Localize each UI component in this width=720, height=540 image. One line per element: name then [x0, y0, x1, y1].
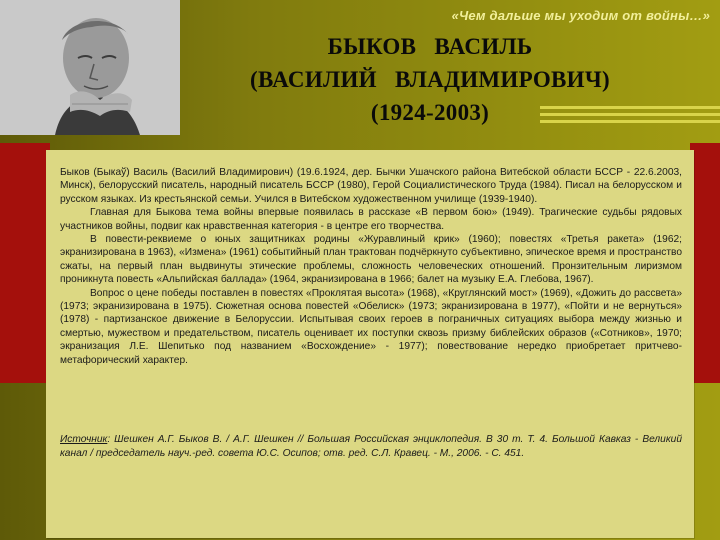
biography-paragraph: Быков (Быкаў) Василь (Василий Владимирович) (19.6.1924, дер. Бычки Ушачского района Витебской области БССР - 22.6.2003, Минск), белорусский писатель, народный писатель БССР (1980), Герой Социалистического Труда (1984). Писал на белорусском и русском языках. Из крестьянской семьи. Учился в Витебском художественном училище (1939-1940).	[60, 167, 682, 205]
author-portrait	[0, 0, 180, 135]
decorative-bar	[540, 106, 720, 109]
accent-block-left	[0, 143, 50, 383]
title-name: БЫКОВ ВАСИЛЬ	[327, 34, 533, 59]
decorative-bar	[540, 120, 720, 123]
biography-paragraph: В повести-реквиеме о юных защитниках родины «Журавлиный крик» (1960); повестях «Третья ракета» (1962; экранизирована в 1963), «Измена» (1961) событийный план трактован подчёркнуто субъективно, эпическое время и пространство сжаты, на первый план выдвинуты этические проблемы, сложность человеческих отношений. Пронзительным лиризмом проникнута повесть «Альпийская баллада» (1964, экранизирована в 1966; балет на музыку Е.А. Глебова, 1967).	[60, 234, 682, 286]
source-text: : Шешкен А.Г. Быков В. / А.Г. Шешкен // Большая Российская энциклопедия. В 30 т. Т. 4. Большой Кавказ - Великий канал / председатель науч.-ред. совета Ю.С. Осипов; отв. ред. С.Л. Кравец. - М., 2006. - С. 451.	[60, 434, 682, 459]
title-years: (1924-2003)	[370, 100, 490, 125]
source-label: Источник	[60, 434, 108, 445]
source-citation	[60, 433, 682, 460]
biography-paragraph: Главная для Быкова тема войны впервые появилась в рассказе «В первом бою» (1949). Трагические судьбы рядовых участников войны, подвиг как нравственная категория - в центре его творчества.	[60, 207, 682, 232]
accent-block-right	[690, 143, 720, 383]
biography-text	[60, 166, 682, 367]
epigraph-quote: «Чем дальше мы уходим от войны…»	[451, 8, 710, 23]
title-full-name: (ВАСИЛИЙ ВЛАДИМИРОВИЧ)	[250, 67, 610, 92]
decorative-bars	[540, 106, 720, 126]
biography-panel	[46, 150, 694, 538]
decorative-bar	[540, 113, 720, 116]
biography-paragraph: Вопрос о цене победы поставлен в повестях «Проклятая высота» (1968), «Круглянский мост» (1969), «Дожить до рассвета» (1973; экранизирована в 1975). Сюжетная основа повестей «Обелиск» (1973; экранизирована в 1977), «Пойти и не вернуться» (1978) - партизанское движение в Белоруссии. Испытывая своих героев в пограничных ситуациях выбора между жизнью и смертью, мужеством и предательством, писатель оценивает их поступки сквозь призму библейских образов («Сотников», 1970; экранизация Л.Е. Шепитько под названием «Восхождение» - 1977); повествование нередко приобретает притчево-метафорический характер.	[60, 287, 682, 366]
portrait-image	[0, 0, 180, 135]
